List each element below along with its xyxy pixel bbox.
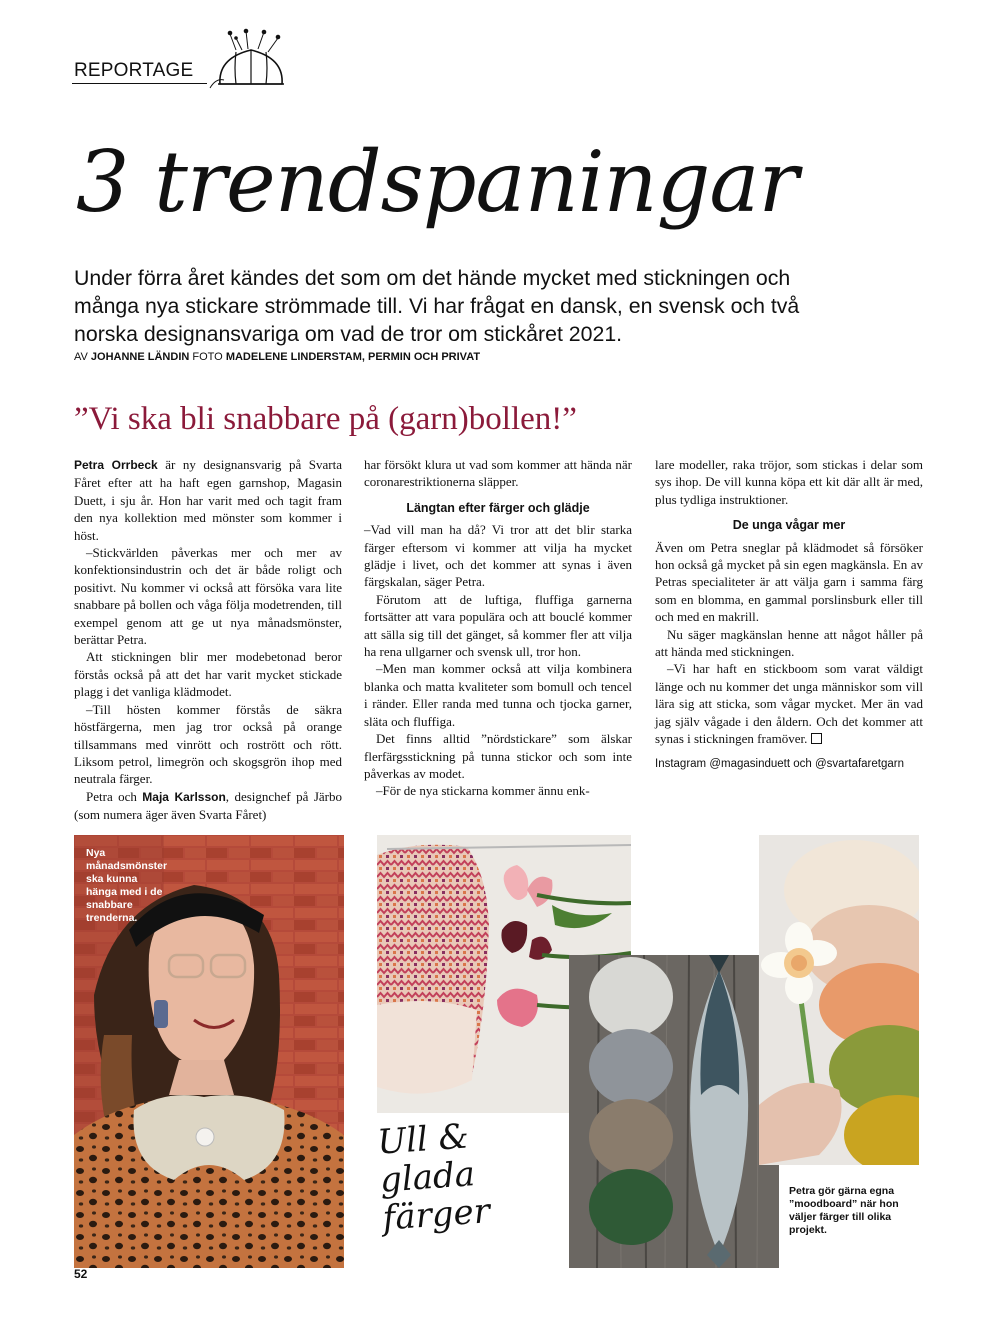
article-column-2 bbox=[364, 456, 632, 800]
byline-photo-label: FOTO bbox=[192, 351, 223, 363]
script-line: Ull & bbox=[376, 1116, 471, 1163]
section-rule bbox=[72, 83, 207, 84]
col1-paragraph-4: –Till hösten kommer förstås de säkra höstfärgerna, men jag tror också på orange tillsammans med vinrött och rostrött och rött. Liksom petrol, limegrön och skogsgrön ihop med neutrala färger. bbox=[74, 701, 342, 787]
col2-paragraph-6: –För de nya stickarna kommer ännu enk- bbox=[376, 783, 590, 799]
col3-paragraph-2: Även om Petra sneglar på klädmodet så försöker hon också gå mycket på sin egen magkänsla. En av Petras specialiteter är att välja garn i samma färg som en blomma, en gammal porslinsburk eller till och med en makrill. bbox=[655, 539, 923, 625]
script-line: glada bbox=[378, 1154, 477, 1201]
yarn-mackerel-photo bbox=[569, 955, 779, 1268]
article-column-1 bbox=[74, 456, 342, 824]
col3-paragraph-1: lare modeller, raka tröjor, som stickas i delar som sys ihop. De vill kunna köpa ett kit där allt är med, plus tydliga instruktioner. bbox=[655, 457, 923, 507]
col2-paragraph-3: Förutom att de luftiga, fluffiga garnerna fortsätter att vara populära och att bouclé kommer att sälla sig till det gänget, så kommer fler att vilja ha rena ullgarner och svensk ull, tror hon. bbox=[364, 591, 632, 660]
byline-photographers: MADELENE LINDERSTAM, PERMIN OCH PRIVAT bbox=[225, 351, 481, 363]
col2-paragraph-1: har försökt klura ut vad som kommer att hända när coronarestriktionerna släpper. bbox=[364, 457, 632, 490]
col1-paragraph-1-text: är ny designansvarig på Svarta Fåret efter att ha haft egen garnshop, Magasin Duett, i sju år. Hon har varit med och tagit fram den nya kollektion med mönster som kommer i höst. bbox=[74, 457, 342, 543]
portrait-photo bbox=[74, 835, 344, 1268]
yarn-flower-illustration bbox=[759, 835, 919, 1165]
lede: Under förra året kändes det som om det hände mycket med stickningen och många nya stickare strömmade till. Vi har frågat en dansk, en svensk och två norska designansvariga om vad de tror om stickåret 2021. bbox=[74, 266, 800, 346]
col2-paragraph-4: –Men man kommer också att vilja kombinera blanka och matta kvaliteter som bomull och tencel i ränder. Eller randa med tunna och tjocka garner, släta och fluffiga. bbox=[364, 661, 632, 729]
col1-paragraph-5-b: , designchef på Järbo (som numera äger även Svarta Fåret) bbox=[74, 788, 342, 823]
col1-paragraph-3: Att stickningen blir mer modebetonad beror förstås också på att det har varit mycket stickade plagg i det vanliga klädmodet. bbox=[74, 649, 342, 700]
col2-paragraph-5: Det finns alltid ”nördstickare” som älskar flerfärgsstickning på tunna stickor och som inte påverkas av modet. bbox=[364, 731, 632, 781]
person-name: Petra Orrbeck bbox=[74, 458, 158, 472]
byline-author: JOHANNE LÄNDIN bbox=[90, 351, 190, 363]
yarn-mackerel-illustration bbox=[569, 955, 779, 1268]
instagram-credit: Instagram @magasinduett och @svartafaretgarn bbox=[655, 757, 904, 770]
headline: 3 trendspaningar bbox=[76, 133, 798, 231]
col3-paragraph-3: Nu säger magkänslan henne att något håller på att hända med stickningen. bbox=[655, 626, 923, 660]
page-number: 52 bbox=[74, 1267, 88, 1281]
section-label: REPORTAGE bbox=[74, 60, 194, 81]
yarn-flower-photo bbox=[759, 835, 919, 1165]
col1-paragraph-5-a: Petra och bbox=[86, 788, 143, 804]
byline bbox=[74, 351, 480, 363]
pincushion-icon bbox=[206, 28, 296, 90]
byline-by-label: AV bbox=[74, 351, 88, 363]
col3-paragraph-4 bbox=[655, 660, 923, 747]
col1-paragraph-2: –Stickvärlden påverkas mer och mer av konfektionsindustrin och det är både roligt och positivt. Nu kommer vi också att försöka vara lite snabbare på bollen och våga följa modetrenden, till exempel genom att ge ut nya månadsmönster, berättar Petra. bbox=[74, 545, 342, 648]
quote-heading: ”Vi ska bli snabbare på (garn)bollen!” bbox=[74, 401, 577, 437]
col2-subheading: Längtan efter färger och glädje bbox=[406, 500, 590, 515]
col1-paragraph-1 bbox=[74, 456, 342, 544]
script-text bbox=[376, 1116, 491, 1237]
article-column-3 bbox=[655, 456, 923, 773]
col1-paragraph-5 bbox=[74, 788, 342, 824]
col2-paragraph-2: –Vad vill man ha då? Vi tror att det blir starka färger eftersom vi kommer att vilja ha mycket glädje i livet, och det kommer att synas i även färgskalan, säger Petra. bbox=[364, 522, 632, 590]
moodboard-caption: Petra gör gärna egna ”moodboard” när hon väljer färger till olika projekt. bbox=[789, 1185, 899, 1236]
person-name: Maja Karlsson bbox=[142, 789, 226, 804]
col3-paragraph-4-text: –Vi har haft en stickboom som varat väldigt länge och nu kommer det unga människor som vill lära sig att sticka, som vågar mycket. Mer än vad jag själv vågade i den åldern. Och det kommer att synas i stickningen framöver. bbox=[655, 661, 923, 747]
col3-subheading: De unga vågar mer bbox=[732, 518, 846, 533]
end-square-icon bbox=[811, 733, 822, 744]
portrait-caption: Nya månadsmönster ska kunna hänga med i de snabbare trenderna. bbox=[86, 847, 168, 924]
script-line: färger bbox=[381, 1191, 492, 1239]
